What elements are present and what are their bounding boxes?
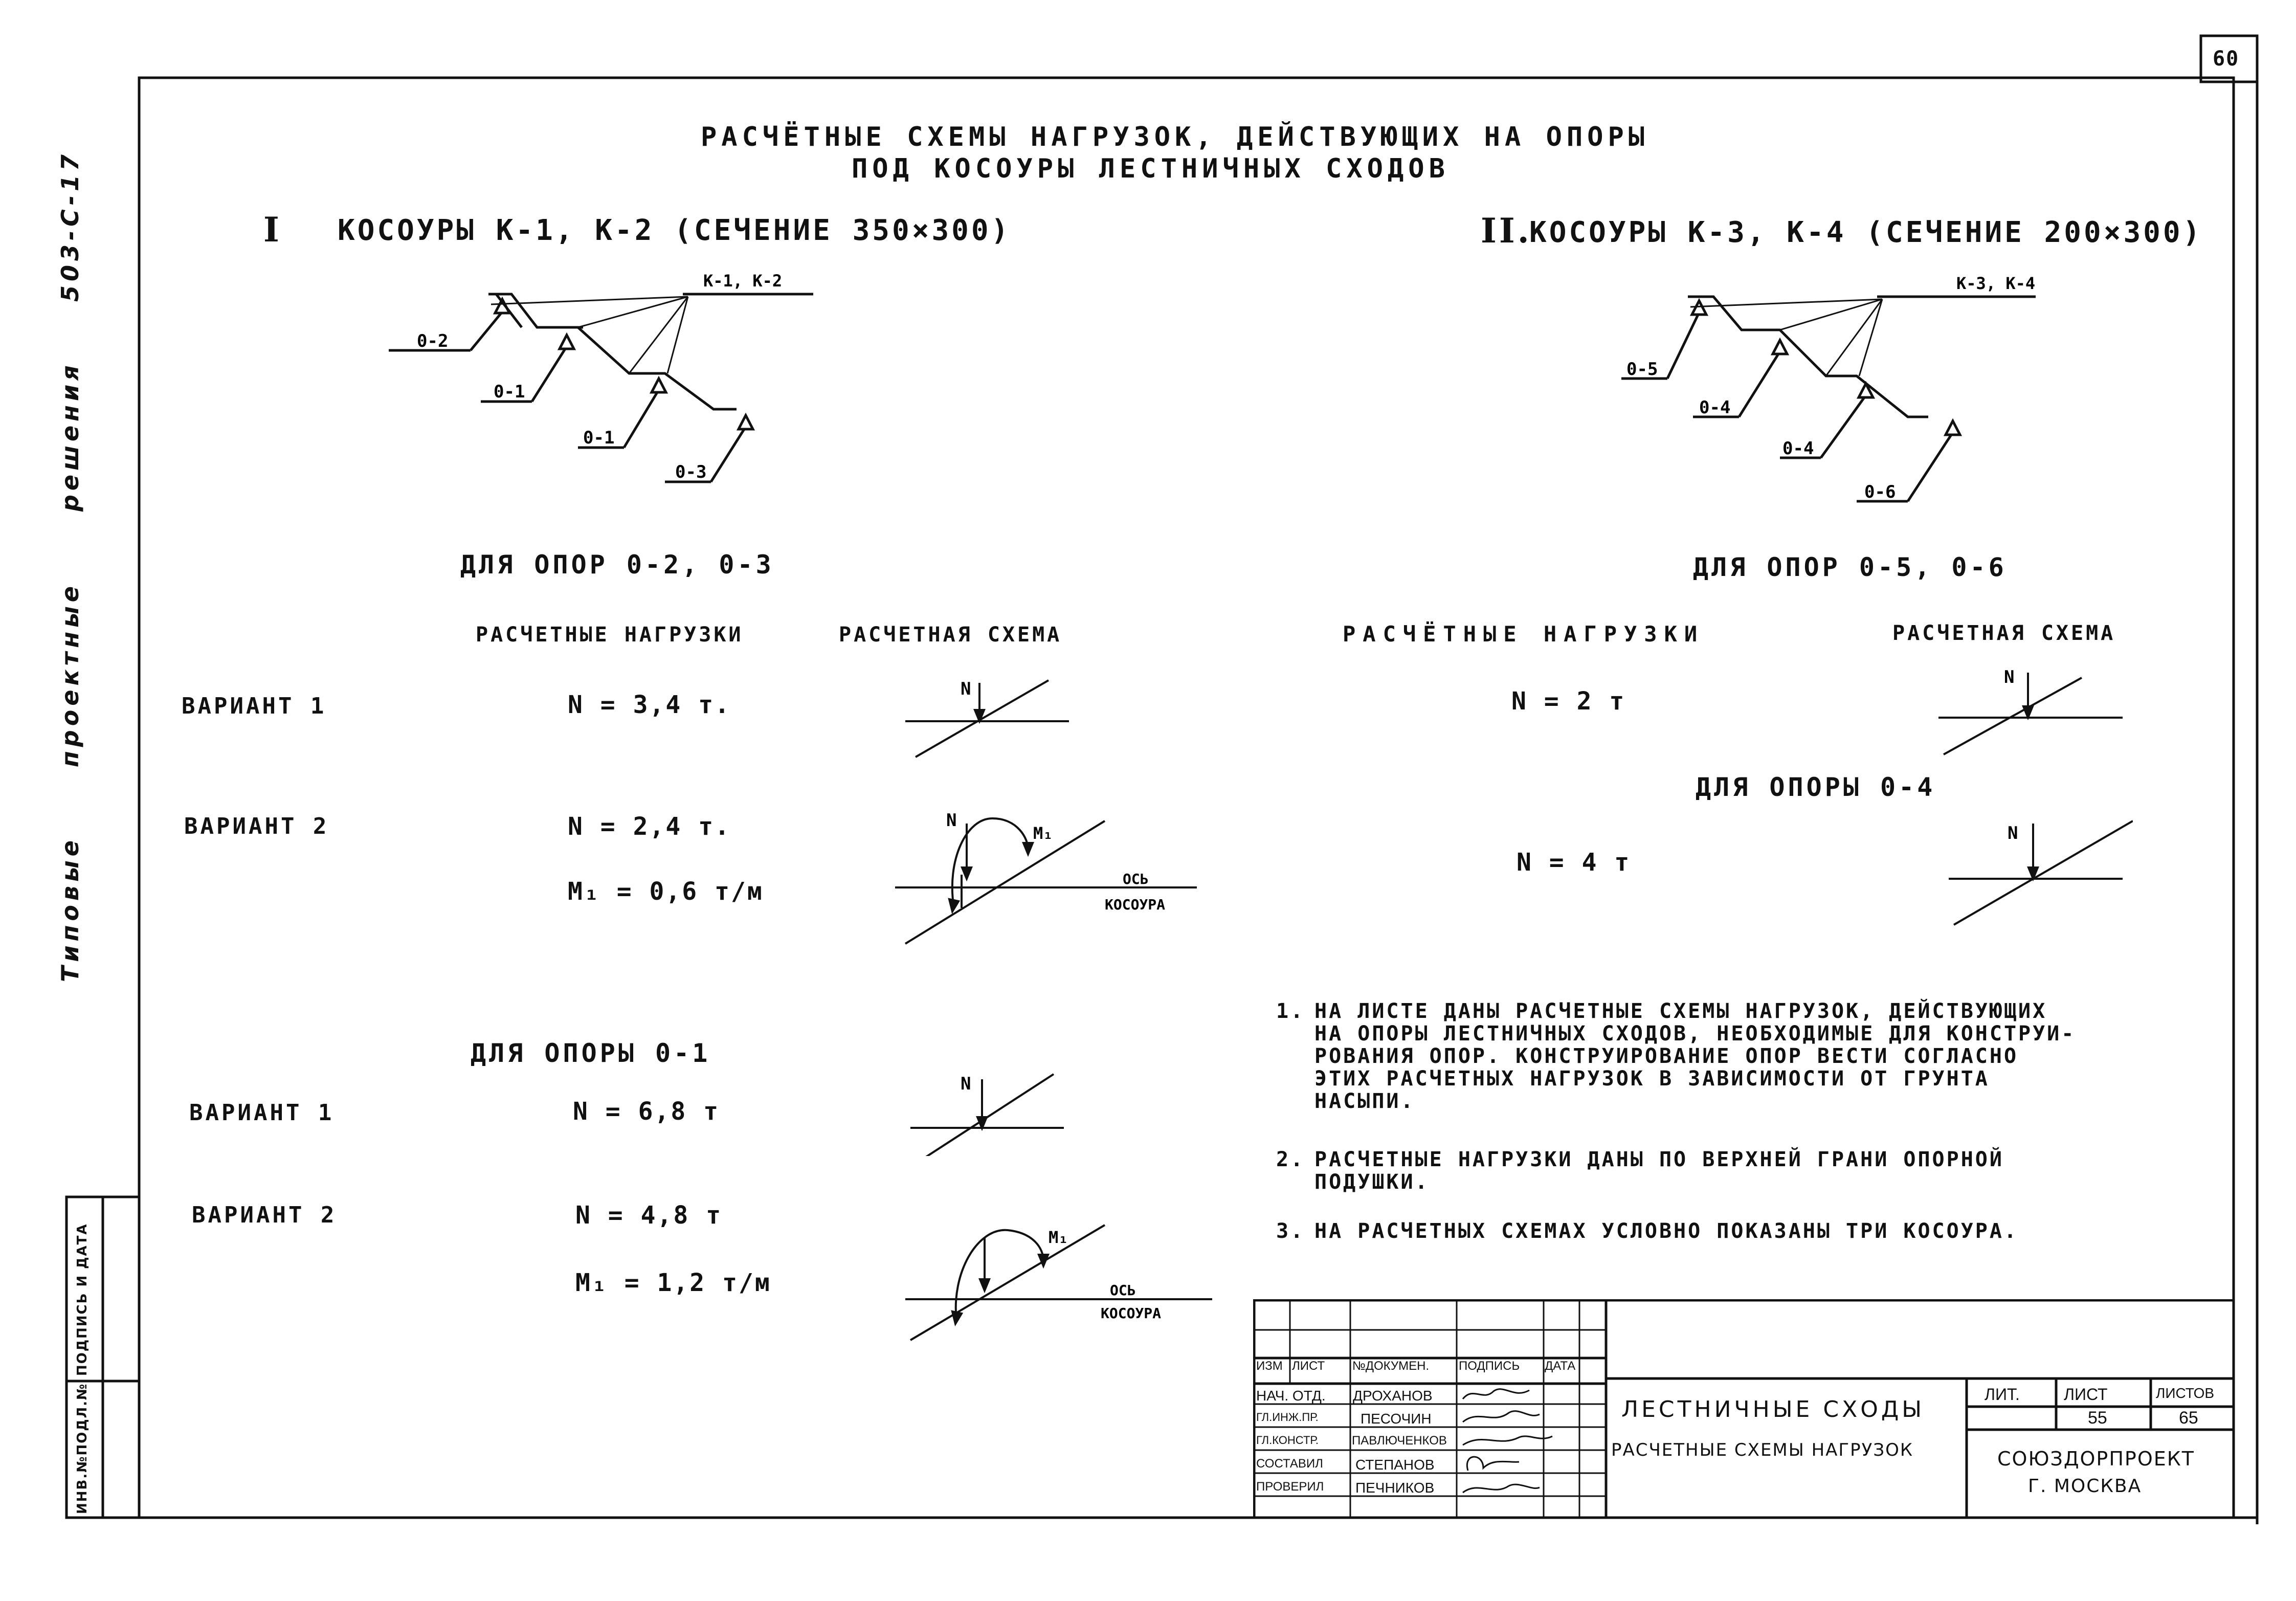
note-2-line-1: РАСЧЕТНЫЕ НАГРУЗКИ ДАНЫ ПО ВЕРХНЕЙ ГРАНИ ОПОРНОЙ — [1314, 1148, 2004, 1171]
tb-role-4: СОСТАВИЛ — [1256, 1457, 1323, 1471]
section2-heading: КОСОУРЫ К-3, К-4 (СЕЧЕНИЕ 200×300) — [1529, 216, 2203, 249]
tb-role-1: НАЧ. ОТД. — [1256, 1388, 1326, 1404]
section1-heading: КОСОУРЫ К-1, К-2 (СЕЧЕНИЕ 350×300) — [338, 214, 1011, 247]
section1-var2-N: N = 2,4 т. — [568, 812, 731, 841]
section1-diagram-tag: К-1, К-2 — [703, 271, 783, 291]
tb-name-4: СТЕПАНОВ — [1355, 1457, 1435, 1473]
section1-b-var1-N: N = 6,8 т — [573, 1097, 720, 1126]
note-2-number: 2. — [1276, 1148, 1305, 1171]
note-1-line-1: НА ЛИСТЕ ДАНЫ РАСЧЕТНЫЕ СХЕМЫ НАГРУЗОК, ДЕЙСТВУЮЩИХ — [1314, 999, 2047, 1023]
note-1-line-2: НА ОПОРЫ ЛЕСТНИЧНЫХ СХОДОВ, НЕОБХОДИМЫЕ ДЛЯ КОНСТРУИ- — [1314, 1022, 2076, 1046]
note-1 — [1276, 1000, 2076, 1113]
section1-b-var1-label: ВАРИАНТ 1 — [189, 1100, 335, 1126]
note-1-line-4: ЭТИХ РАСЧЕТНЫХ НАГРУЗОК В ЗАВИСИМОСТИ ОТ ГРУНТА — [1314, 1067, 1990, 1091]
section2-support-label-1: 0-5 — [1626, 359, 1658, 380]
section2-scheme-a-N: N — [2004, 667, 2015, 687]
side-stamp-word2: проектные — [56, 582, 84, 767]
page-number: 60 — [2213, 47, 2240, 71]
tb-lit-label: ЛИТ. — [1985, 1385, 2020, 1404]
section1-scheme-b1-N: N — [961, 1074, 971, 1094]
title-line-1: РАСЧЁТНЫЕ СХЕМЫ НАГРУЗОК, ДЕЙСТВУЮЩИХ НА ОПОРЫ — [701, 122, 1649, 152]
section1-axis-label-b2: КОСОУРА — [1101, 1305, 1162, 1322]
tb-name-5: ПЕЧНИКОВ — [1355, 1480, 1435, 1496]
tb-role-5: ПРОВЕРИЛ — [1256, 1480, 1324, 1494]
section1-axis-label-1: ОСЬ — [1123, 871, 1149, 887]
section1-var1-label: ВАРИАНТ 1 — [182, 693, 327, 719]
section2-scheme-b — [1938, 808, 2133, 931]
section1-for-supports-a: ДЛЯ ОПОР 0-2, 0-3 — [460, 550, 774, 580]
tb-drawing-name-2: РАСЧЕТНЫЕ СХЕМЫ НАГРУЗОК — [1611, 1440, 1914, 1460]
section2-support-label-2: 0-4 — [1699, 397, 1731, 418]
section1-scheme2-M: M₁ — [1033, 824, 1053, 843]
tb-name-3: ПАВЛЮЧЕНКОВ — [1352, 1434, 1447, 1448]
section2-diagram-tag: К-3, К-4 — [1956, 274, 2036, 293]
section2-a-N: N = 2 т — [1511, 687, 1626, 716]
section2-scheme-b-N: N — [2008, 823, 2018, 843]
section1-stair-diagram — [389, 271, 829, 496]
section1-numeral: I — [263, 210, 282, 250]
note-1-number: 1. — [1276, 999, 1305, 1023]
section2-for-supports-a: ДЛЯ ОПОР 0-5, 0-6 — [1693, 552, 2007, 582]
tb-sheets-label: ЛИСТОВ — [2156, 1385, 2215, 1401]
section1-support-label-3: 0-1 — [583, 428, 615, 448]
section1-scheme-var1 — [900, 665, 1074, 767]
section1-support-label-4: 0-3 — [675, 462, 707, 482]
section2-col-scheme: РАСЧЕТНАЯ СХЕМА — [1892, 621, 2116, 645]
tb-role-2: ГЛ.ИНЖ.ПР. — [1256, 1411, 1319, 1424]
section2-support-label-3: 0-4 — [1782, 438, 1814, 459]
section2-stair-diagram — [1611, 269, 2061, 514]
note-3-line-1: НА РАСЧЕТНЫХ СХЕМАХ УСЛОВНО ПОКАЗАНЫ ТРИ КОСОУРА. — [1314, 1219, 2019, 1243]
tb-drawing-name-1: ЛЕСТНИЧНЫЕ СХОДЫ — [1621, 1396, 1925, 1422]
tb-sheet-label: ЛИСТ — [2064, 1385, 2108, 1404]
section2-b-N: N = 4 т — [1517, 848, 1631, 877]
tb-org-line-2: Г. МОСКВА — [2028, 1476, 2142, 1497]
section1-b-var2-N: N = 4,8 т — [575, 1201, 723, 1230]
section2-scheme-a — [1933, 657, 2128, 760]
tb-sheets-value: 65 — [2179, 1408, 2198, 1428]
section1-axis-label-2: КОСОУРА — [1105, 896, 1166, 913]
section1-b-var2-label: ВАРИАНТ 2 — [192, 1202, 337, 1228]
section1-scheme1-N: N — [961, 679, 971, 699]
tb-sheet-value: 55 — [2088, 1408, 2107, 1428]
section1-scheme-b-var1 — [900, 1054, 1074, 1156]
section2-col-loads: РАСЧЁТНЫЕ НАГРУЗКИ — [1343, 621, 1705, 647]
tb-name-2: ПЕСОЧИН — [1361, 1411, 1432, 1427]
section2-support-label-4: 0-6 — [1864, 482, 1896, 502]
tb-header-sign: ПОДПИСЬ — [1459, 1359, 1520, 1373]
tb-role-3: ГЛ.КОНСТР. — [1256, 1434, 1319, 1447]
title-line-2: ПОД КОСОУРЫ ЛЕСТНИЧНЫХ СХОДОВ — [852, 153, 1450, 184]
section1-scheme-b-var2 — [890, 1217, 1228, 1350]
section1-scheme-var2 — [890, 798, 1217, 951]
section1-var1-N: N = 3,4 т. — [568, 691, 731, 719]
section1-b-var2-M: M₁ = 1,2 т/м — [575, 1269, 771, 1297]
note-1-line-3: РОВАНИЯ ОПОР. КОНСТРУИРОВАНИЕ ОПОР ВЕСТИ СОГЛАСНО — [1314, 1044, 2019, 1068]
section1-col-loads: РАСЧЕТНЫЕ НАГРУЗКИ — [476, 623, 744, 647]
section1-support-label-1: 0-2 — [417, 331, 449, 351]
section1-var2-M: M₁ = 0,6 т/м — [568, 877, 764, 906]
section1-var2-label: ВАРИАНТ 2 — [184, 813, 329, 839]
section1-scheme-b2-M: M₁ — [1049, 1228, 1068, 1247]
section1-support-label-2: 0-1 — [494, 382, 525, 402]
tb-header-list: ЛИСТ — [1292, 1359, 1325, 1373]
tb-header-date: ДАТА — [1545, 1359, 1576, 1373]
tb-name-1: ДРОХАНОВ — [1353, 1388, 1433, 1404]
note-3-number: 3. — [1276, 1219, 1305, 1243]
tb-header-doc: №ДОКУМЕН. — [1352, 1359, 1430, 1373]
section2-for-supports-b: ДЛЯ ОПОРЫ 0-4 — [1696, 772, 1936, 802]
side-box-inv-no: ИНВ.№ПОДЛ.№ — [75, 1383, 90, 1514]
note-2-line-2: ПОДУШКИ. — [1314, 1170, 1430, 1194]
section1-axis-label-b1: ОСЬ — [1110, 1282, 1136, 1299]
note-1-line-5: НАСЫПИ. — [1314, 1089, 1415, 1113]
side-stamp-series: Типовые — [56, 836, 84, 982]
section1-col-scheme: РАСЧЕТНАЯ СХЕМА — [839, 623, 1062, 647]
note-3 — [1276, 1220, 2018, 1242]
section1-scheme2-N: N — [946, 810, 957, 831]
section2-numeral: II. — [1481, 211, 1532, 251]
tb-org-line-1: СОЮЗДОРПРОЕКТ — [1997, 1448, 2195, 1470]
tb-header-izm: ИЗМ — [1256, 1359, 1283, 1373]
section1-for-supports-b: ДЛЯ ОПОРЫ 0-1 — [471, 1038, 711, 1068]
note-2 — [1276, 1148, 2004, 1193]
side-stamp-word3: решения — [56, 361, 84, 512]
side-box-signature-date: ПОДПИСЬ И ДАТА — [75, 1223, 90, 1376]
side-stamp-code: 503-С-17 — [56, 150, 84, 302]
